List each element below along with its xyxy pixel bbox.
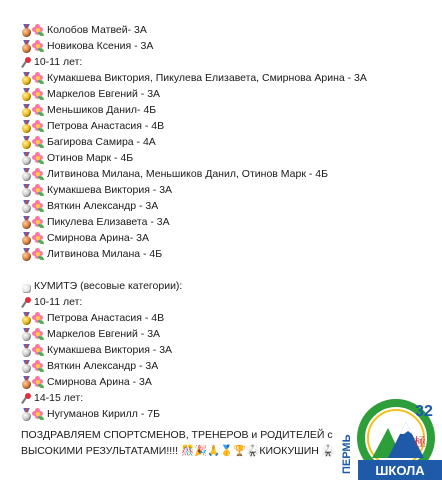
result-line [21,150,431,166]
bronze-medal-icon [21,216,32,229]
flower-icon [32,200,44,212]
gold-medal-icon [21,120,32,133]
bronze-medal-icon [21,24,32,37]
result-line [21,198,431,214]
logo-number: 32 [415,403,433,420]
gold-medal-icon [21,136,32,149]
silver-medal-icon [21,168,32,181]
flower-icon [32,24,44,36]
result-line [21,358,431,374]
result-line [21,22,431,38]
line-text: Вяткин Александр - 3А [47,200,159,212]
silver-medal-icon [21,408,32,421]
line-text: Маркелов Евгений - 3А [47,88,161,100]
line-text: 10-11 лет: [34,296,83,308]
flower-icon [32,312,44,324]
flower-icon [32,232,44,244]
silver-medal-icon [21,184,32,197]
gold-medal-icon [21,88,32,101]
line-text: Литвинова Милана, Меньшиков Данил, Отинов Марк - 4Б [47,168,328,180]
line-text: Кумакшева Виктория - 3А [47,184,173,196]
congratulations-text: ПОЗДРАВЛЯЕМ СПОРТСМЕНОВ, ТРЕНЕРОВ и РОДИТЕЛЕЙ с ВЫСОКИМИ РЕЗУЛЬТАТАМИ!!!! 🎊🎉🙏🥇🏆🥋КИОКУШИН 🥋 [21,429,335,457]
flower-icon [32,120,44,132]
line-text: Пикулева Елизавета - 3А [47,216,170,228]
result-line [21,230,431,246]
flower-icon [32,72,44,84]
line-text: Нугуманов Кирилл - 7Б [47,408,160,420]
silver-medal-icon [21,344,32,357]
age-group-heading [21,54,431,70]
bronze-medal-icon [21,40,32,53]
pushpin-icon [21,56,32,69]
flower-icon [32,376,44,388]
age-group-heading [21,294,431,310]
result-line [21,278,431,294]
result-line [21,214,431,230]
bronze-medal-icon [21,376,32,389]
result-line [21,38,431,54]
result-line [21,246,431,262]
line-text: Литвинова Милана - 4Б [47,248,163,260]
flower-icon [32,136,44,148]
silver-medal-icon [21,328,32,341]
flower-icon [32,408,44,420]
line-text: Новикова Ксения - 3А [47,40,154,52]
line-text: Маркелов Евгений - 3А [47,328,161,340]
line-text: Кумакшева Виктория, Пикулева Елизавета, Смирнова Арина - 3А [47,72,367,84]
result-line [21,70,431,86]
line-text: 14-15 лет: [34,392,84,404]
line-text: Отинов Марк - 4Б [47,152,134,164]
result-line [21,118,431,134]
flower-icon [32,40,44,52]
post-body [21,22,431,459]
pushpin-icon [21,296,32,309]
result-line [21,326,431,342]
flower-icon [32,88,44,100]
line-text: КУМИТЭ (весовые категории): [34,280,183,292]
line-text: Петрова Анастасия - 4В [47,120,165,132]
line-text: 10-11 лет: [34,56,83,68]
bronze-medal-icon [21,248,32,261]
gold-medal-icon [21,72,32,85]
kimono-icon [21,280,32,293]
silver-medal-icon [21,360,32,373]
result-line [21,166,431,182]
flower-icon [32,344,44,356]
result-line [21,310,431,326]
result-line [21,86,431,102]
result-line [21,374,431,390]
line-text: Кумакшева Виктория - 3А [47,344,173,356]
school-32-logo [336,396,442,486]
flower-icon [32,168,44,180]
line-text: Вяткин Александр - 3А [47,360,159,372]
silver-medal-icon [21,200,32,213]
bronze-medal-icon [21,232,32,245]
gold-medal-icon [21,312,32,325]
silver-medal-icon [21,152,32,165]
result-line [21,342,431,358]
pushpin-icon [21,392,32,405]
line-text: Багирова Самира - 4А [47,136,156,148]
flower-icon [32,328,44,340]
line-text: Колобов Матвей- 3А [47,24,147,36]
logo-city-vertical: ПЕРМЬ [341,434,353,474]
line-text: Смирнова Арина- 3А [47,232,149,244]
result-line [21,182,431,198]
gold-medal-icon [21,104,32,117]
result-line [21,134,431,150]
line-text: Меньшиков Данил- 4Б [47,104,157,116]
flower-icon [32,216,44,228]
result-line [21,102,431,118]
flower-icon [32,360,44,372]
flower-icon [32,184,44,196]
blank-line [21,262,431,278]
logo-school-text: ШКОЛА [375,463,425,478]
line-text: Петрова Анастасия - 4В [47,312,165,324]
flower-icon [32,152,44,164]
line-text: Смирнова Арина - 3А [47,376,152,388]
flower-icon [32,248,44,260]
flower-icon [32,104,44,116]
logo-kanji: 極 [413,435,427,449]
